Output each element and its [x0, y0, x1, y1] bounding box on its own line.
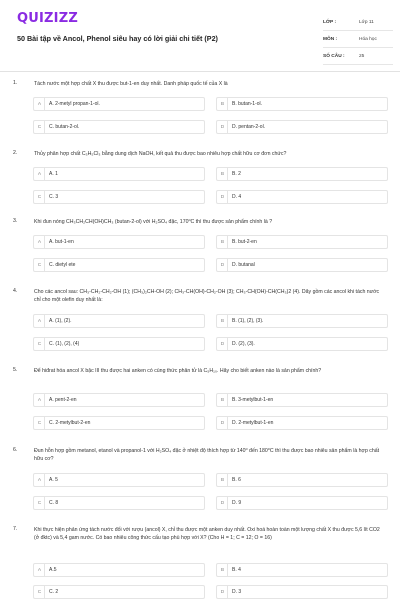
option-text: B. 3-metylbut-1-en [232, 397, 274, 403]
option-letter: D [218, 121, 228, 133]
option-letter: D [218, 259, 228, 271]
option-letter: B [218, 236, 228, 248]
option-text: D. 9 [232, 500, 242, 506]
question-number: 4. [13, 288, 18, 294]
option-text: B. 2 [232, 171, 241, 177]
meta-row-count [323, 48, 393, 65]
question-text: Cho các ancol sau: CH₃-CH₂-CH₂-OH (1); (CH₃)₂CH-OH (2); CH₃-CH(OH)-CH₂-OH (3); CH₃-CH(OH)-CH(CH₃)2 (4). Dãy gồm các ancol khi tách nước chỉ cho một olefin duy nhất là: [34, 289, 380, 303]
option-b[interactable] [216, 97, 388, 111]
option-text: C. dietyl ete [49, 262, 76, 268]
option-letter: B [218, 315, 228, 327]
option-a[interactable] [33, 235, 205, 249]
document-header [0, 0, 400, 72]
option-letter: A [35, 474, 45, 486]
option-letter: C [35, 191, 45, 203]
meta-key: MÔN : [323, 36, 338, 42]
question-text: Thủy phân hợp chất C₃H₅Cl₃ bằng dung dịch NaOH, kết quả thu được bao nhiêu hợp chất hữu cơ đơn chức? [34, 151, 287, 157]
option-text: D. 3 [232, 589, 242, 595]
option-text: A. pent-2-en [49, 397, 77, 403]
option-c[interactable] [33, 416, 205, 430]
option-text: A.5 [49, 567, 57, 573]
option-text: B. (1), (2), (3). [232, 318, 264, 324]
option-letter: C [35, 259, 45, 271]
option-b[interactable] [216, 314, 388, 328]
option-letter: D [218, 497, 228, 509]
option-text: A. 5 [49, 477, 58, 483]
option-a[interactable] [33, 393, 205, 407]
question-number: 5. [13, 367, 18, 373]
option-a[interactable] [33, 97, 205, 111]
meta-key: LỚP : [323, 19, 337, 25]
option-text: B. 4 [232, 567, 241, 573]
option-letter: A [35, 315, 45, 327]
option-a[interactable] [33, 563, 205, 577]
option-b[interactable] [216, 473, 388, 487]
option-a[interactable] [33, 167, 205, 181]
option-letter: C [35, 121, 45, 133]
option-letter: D [218, 586, 228, 598]
option-c[interactable] [33, 120, 205, 134]
question-text: Đun hỗn hợp gồm metanol, etanol và propanol-1 với H₂SO₄ đặc ở nhiệt độ thích hợp từ 140⁰ đến 180⁰C thì thu được bao nhiêu sản phẩm là hợp chất hữu cơ? [34, 448, 380, 462]
question-number: 3. [13, 218, 18, 224]
option-letter: B [218, 564, 228, 576]
option-text: D. butanal [232, 262, 255, 268]
option-a[interactable] [33, 314, 205, 328]
quizizz-logo: QUIZIZZ [17, 11, 78, 26]
option-text: A. (1), (2). [49, 318, 72, 324]
option-letter: A [35, 98, 45, 110]
question-number: 6. [13, 447, 18, 453]
option-d[interactable] [216, 585, 388, 599]
question-text: Để hiđrat hóa ancol X bậc III thu được hai anken có cùng thức phân tử là C₅H₁₀. Hãy cho biết anken nào là sản phẩm chính? [34, 368, 322, 374]
option-letter: B [218, 168, 228, 180]
option-letter: C [35, 586, 45, 598]
option-b[interactable] [216, 563, 388, 577]
page-title: 50 Bài tập về Ancol, Phenol siêu hay có lời giải chi tiết (P2) [17, 34, 218, 43]
option-letter: B [218, 394, 228, 406]
meta-value: 25 [359, 53, 365, 59]
option-c[interactable] [33, 337, 205, 351]
option-text: D. (2), (3). [232, 341, 255, 347]
meta-value: Lớp 11 [359, 19, 374, 25]
option-text: D. 2-metylbut-1-en [232, 420, 274, 426]
question-number: 2. [13, 150, 18, 156]
option-text: D. 4 [232, 194, 242, 200]
option-text: B. 6 [232, 477, 241, 483]
option-b[interactable] [216, 393, 388, 407]
option-letter: D [218, 338, 228, 350]
meta-key: SỐ CÂU : [323, 53, 345, 59]
question-text: Khi đun nóng CH₃CH₂CH(OH)CH₃ (butan-2-ol) với H₂SO₄ đặc, 170⁰C thì thu được sản phẩm chính là ? [34, 219, 273, 225]
option-text: C. (1), (2), (4) [49, 341, 80, 347]
option-d[interactable] [216, 416, 388, 430]
question-number: 7. [13, 526, 18, 532]
meta-row-subject [323, 31, 393, 48]
option-d[interactable] [216, 496, 388, 510]
option-text: A. 1 [49, 171, 58, 177]
option-c[interactable] [33, 190, 205, 204]
option-a[interactable] [33, 473, 205, 487]
option-c[interactable] [33, 496, 205, 510]
option-letter: A [35, 168, 45, 180]
option-letter: D [218, 191, 228, 203]
option-d[interactable] [216, 337, 388, 351]
question-text: Khi thực hiện phản ứng tách nước đối với rượu (ancol) X, chỉ thu được một anken duy nhất. Oxi hoá hoàn toàn một lượng chất X thu được 5,6 lít CO2 (ở đktc) và 5,4 gam nước. Có bao nhiêu công thức cấu tạo phù hợp với X? (Cho H = 1; C = 12; O = 16) [34, 527, 380, 541]
option-text: B. but-2-en [232, 239, 257, 245]
option-text: A. 2-metyl propan-1-ol. [49, 101, 100, 107]
option-letter: A [35, 236, 45, 248]
option-letter: C [35, 417, 45, 429]
option-c[interactable] [33, 585, 205, 599]
option-b[interactable] [216, 235, 388, 249]
option-c[interactable] [33, 258, 205, 272]
meta-value: Hóa học [359, 36, 377, 42]
option-text: C. 3 [49, 194, 59, 200]
option-d[interactable] [216, 120, 388, 134]
option-b[interactable] [216, 167, 388, 181]
option-letter: B [218, 474, 228, 486]
option-d[interactable] [216, 258, 388, 272]
meta-table [323, 14, 393, 65]
option-text: C. butan-2-ol. [49, 124, 80, 130]
option-letter: D [218, 417, 228, 429]
option-text: C. 2 [49, 589, 59, 595]
question-number: 1. [13, 80, 18, 86]
option-text: C. 2-metylbut-2-en [49, 420, 91, 426]
option-letter: B [218, 98, 228, 110]
option-text: A. but-1-en [49, 239, 74, 245]
option-text: B. butan-1-ol. [232, 101, 263, 107]
option-text: C. 8 [49, 500, 59, 506]
option-letter: C [35, 497, 45, 509]
option-d[interactable] [216, 190, 388, 204]
option-letter: A [35, 394, 45, 406]
option-letter: A [35, 564, 45, 576]
meta-row-grade [323, 14, 393, 31]
option-letter: C [35, 338, 45, 350]
option-text: D. pentan-2-ol. [232, 124, 266, 130]
question-text: Tách nước một hợp chất X thu được but-1-en duy nhất. Danh pháp quốc tế của X là [34, 81, 228, 87]
